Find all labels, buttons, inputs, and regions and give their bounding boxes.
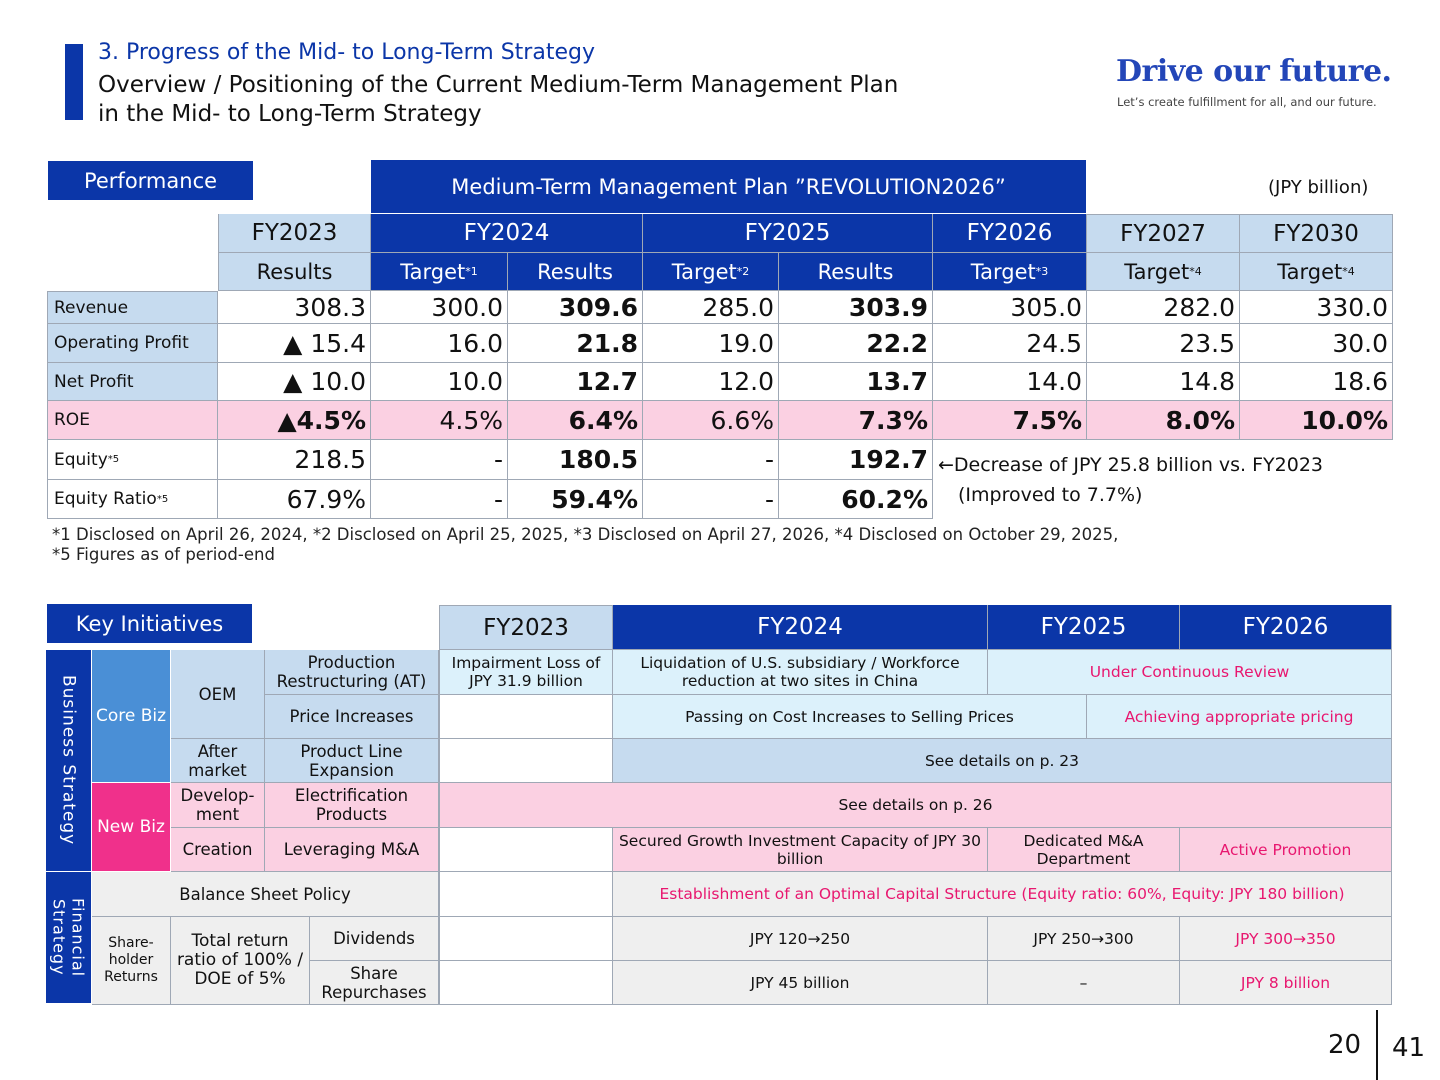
key-initiatives-label: Key Initiatives [47, 604, 252, 643]
subheader-text: Results [537, 259, 613, 284]
value-cell: 285.0 [643, 291, 779, 324]
see-p26-cell: See details on p. 26 [439, 783, 1392, 828]
empty-fy2023-price [439, 695, 613, 739]
value-cell: 308.3 [218, 291, 371, 324]
value-cell: 16.0 [371, 324, 508, 363]
dedicated-ma-cell: Dedicated M&A Department [988, 828, 1180, 872]
dividend-fy2025-cell: JPY 250→300 [988, 917, 1180, 961]
footnote-marker: *1 [465, 265, 478, 278]
new-biz-text: New Biz [97, 816, 165, 837]
value-cell: - [643, 480, 779, 519]
value-cell: 303.9 [779, 291, 933, 324]
init-year-fy2023: FY2023 [439, 605, 613, 650]
development-cell: Develop-ment [171, 783, 265, 828]
value-cell: 7.5% [933, 401, 1087, 440]
year-header-fy2030: FY2030 [1240, 214, 1393, 253]
liquidation-cell: Liquidation of U.S. subsidiary / Workforce reduction at two sites in China [613, 650, 988, 695]
value-cell: 12.7 [508, 363, 643, 401]
year-header-fy2027: FY2027 [1087, 214, 1240, 253]
share-repurchases-cell: Share Repurchases [310, 961, 439, 1005]
financial-strategy-label [46, 872, 92, 1004]
footnote-marker: *2 [736, 265, 750, 278]
active-promotion-cell: Active Promotion [1180, 828, 1392, 872]
value-cell: 309.6 [508, 291, 643, 324]
subheader-4 [779, 253, 933, 291]
value-cell: 8.0% [1087, 401, 1240, 440]
page-total: 41 [1392, 1033, 1426, 1063]
value-cell: 180.5 [508, 440, 643, 480]
balance-sheet-policy-cell: Balance Sheet Policy [92, 872, 439, 917]
core-biz-cell [92, 650, 171, 783]
value-cell: - [371, 480, 508, 519]
value-cell: 6.6% [643, 401, 779, 440]
shareholder-returns-text: Share-holder Returns [104, 935, 158, 985]
impairment-cell: Impairment Loss of JPY 31.9 billion [439, 650, 613, 695]
business-strategy-text: Business Strategy [58, 675, 79, 846]
unit-label: (JPY billion) [1268, 177, 1369, 198]
value-cell: 14.8 [1087, 363, 1240, 401]
aftermarket-cell: After market [171, 739, 265, 783]
subheader-text: Target [970, 259, 1036, 284]
row-label-text: ROE [54, 410, 90, 430]
empty-fy2023-bs [439, 872, 613, 917]
value-cell: 19.0 [643, 324, 779, 363]
creation-cell: Creation [171, 828, 265, 872]
subheader-5 [933, 253, 1087, 291]
empty-fy2023-product [439, 739, 613, 783]
equity-note: ←Decrease of JPY 25.8 billion vs. FY2023 [938, 454, 1324, 476]
passing-costs-cell: Passing on Cost Increases to Selling Prices [613, 695, 1087, 739]
secured-growth-cell: Secured Growth Investment Capacity of JPY 30 billion [613, 828, 988, 872]
subheader-text: Target [1277, 259, 1343, 284]
leveraging-ma-cell: Leveraging M&A [265, 828, 439, 872]
footnote-marker: *4 [1342, 265, 1355, 278]
value-cell: 10.0 [371, 363, 508, 401]
value-cell: 24.5 [933, 324, 1087, 363]
year-header-fy2024: FY2024 [371, 214, 643, 253]
row-label-equity [47, 440, 218, 480]
value-cell: 60.2% [779, 480, 933, 519]
subheader-text: Results [256, 259, 333, 284]
repurchase-fy2024-cell: JPY 45 billion [613, 961, 988, 1005]
product-line-expansion-cell: Product Line Expansion [265, 739, 439, 783]
init-year-fy2024: FY2024 [613, 605, 988, 650]
business-strategy-label [46, 650, 92, 872]
row-label-roe [47, 401, 218, 440]
value-cell: ▲4.5% [218, 401, 371, 440]
value-cell: 12.0 [643, 363, 779, 401]
value-cell: 21.8 [508, 324, 643, 363]
row-label-text: Equity [54, 449, 108, 470]
row-label-operating-profit [47, 324, 218, 363]
year-header-fy2025: FY2025 [643, 214, 933, 253]
subheader-text: Results [817, 259, 894, 284]
plan-banner: Medium-Term Management Plan ”REVOLUTION2026” [371, 160, 1086, 213]
under-review-cell: Under Continuous Review [988, 650, 1392, 695]
new-biz-cell [92, 783, 171, 872]
value-cell: 22.2 [779, 324, 933, 363]
electrification-products-cell: Electrification Products [265, 783, 439, 828]
dividend-fy2024-cell: JPY 120→250 [613, 917, 988, 961]
subheader-0 [218, 253, 371, 291]
init-year-fy2026: FY2026 [1180, 605, 1392, 650]
dividends-cell: Dividends [310, 917, 439, 961]
row-label-net-profit [47, 363, 218, 401]
equity-ratio-note: (Improved to 7.7%) [958, 484, 1143, 506]
subheader-6 [1087, 253, 1240, 291]
year-header-fy2026: FY2026 [933, 214, 1087, 253]
dividend-fy2026-cell: JPY 300→350 [1180, 917, 1392, 961]
repurchase-fy2026-cell: JPY 8 billion [1180, 961, 1392, 1005]
value-cell: 330.0 [1240, 291, 1393, 324]
page-divider [1376, 1010, 1378, 1080]
value-cell: - [371, 440, 508, 480]
value-cell: 7.3% [779, 401, 933, 440]
price-increases-cell: Price Increases [265, 695, 439, 739]
performance-label: Performance [48, 161, 253, 200]
empty-fy2023-ma [439, 828, 613, 872]
brand-tagline: Let’s create fulfillment for all, and our future. [1117, 95, 1377, 109]
footnote-line2: *5 Figures as of period-end [52, 545, 275, 564]
footnote-marker: *5 [107, 454, 120, 465]
section-title: 3. Progress of the Mid- to Long-Term Strategy [98, 40, 595, 65]
row-label-text: Net Profit [54, 371, 134, 392]
optimal-capital-cell: Establishment of an Optimal Capital Structure (Equity ratio: 60%, Equity: JPY 180 billion) [613, 872, 1392, 917]
value-cell: 30.0 [1240, 324, 1393, 363]
appropriate-pricing-cell: Achieving appropriate pricing [1087, 695, 1392, 739]
empty-fy2023-div [439, 917, 613, 961]
value-cell: 192.7 [779, 440, 933, 480]
value-cell: 59.4% [508, 480, 643, 519]
value-cell: 13.7 [779, 363, 933, 401]
value-cell: - [643, 440, 779, 480]
financial-strategy-text: Financial Strategy [49, 897, 88, 978]
value-cell: 282.0 [1087, 291, 1240, 324]
value-cell: ▲ 15.4 [218, 324, 371, 363]
subheader-1 [371, 253, 508, 291]
oem-cell: OEM [171, 650, 265, 739]
footnote-marker: *3 [1035, 265, 1049, 278]
subheader-text: Target [671, 259, 737, 284]
footnotes [52, 525, 1118, 565]
header-accent-bar [65, 44, 83, 120]
subheader-text: Target [1124, 259, 1190, 284]
page-title-line1: Overview / Positioning of the Current Medium-Term Management Plan [98, 72, 899, 98]
see-p23-cell: See details on p. 23 [613, 739, 1392, 783]
production-restructuring-cell: Production Restructuring (AT) [265, 650, 439, 695]
row-label-text: Equity Ratio [54, 489, 157, 509]
footnote-marker: *5 [156, 493, 169, 505]
subheader-7 [1240, 253, 1393, 291]
row-label-revenue [47, 291, 218, 324]
repurchase-fy2025-cell: – [988, 961, 1180, 1005]
value-cell: ▲ 10.0 [218, 363, 371, 401]
row-label-equity-ratio [47, 480, 218, 519]
year-header-fy2023: FY2023 [218, 214, 371, 253]
value-cell: 305.0 [933, 291, 1087, 324]
page-title-line2: in the Mid- to Long-Term Strategy [98, 101, 482, 127]
page-title [98, 71, 898, 129]
page-number: 20 [1328, 1030, 1362, 1060]
core-biz-text: Core Biz [95, 705, 167, 726]
value-cell: 6.4% [508, 401, 643, 440]
footnote-marker: *4 [1189, 265, 1202, 278]
init-year-fy2025: FY2025 [988, 605, 1180, 650]
footnote-line1: *1 Disclosed on April 26, 2024, *2 Disclosed on April 25, 2025, *3 Disclosed on April 27, 2026, *4 Disclosed on October 29, 2025, [52, 525, 1119, 544]
row-label-text: Revenue [54, 297, 129, 318]
value-cell: 218.5 [218, 440, 371, 480]
total-return-cell: Total return ratio of 100% / DOE of 5% [171, 917, 310, 1005]
subheader-text: Target [400, 259, 466, 284]
value-cell: 23.5 [1087, 324, 1240, 363]
value-cell: 300.0 [371, 291, 508, 324]
brand-logo: Drive our future. [1116, 54, 1392, 89]
shareholder-returns-cell [92, 917, 171, 1005]
value-cell: 18.6 [1240, 363, 1393, 401]
subheader-2 [508, 253, 643, 291]
subheader-3 [643, 253, 779, 291]
value-cell: 10.0% [1240, 401, 1393, 440]
empty-fy2023-rep [439, 961, 613, 1005]
value-cell: 67.9% [218, 480, 371, 519]
value-cell: 14.0 [933, 363, 1087, 401]
value-cell: 4.5% [371, 401, 508, 440]
row-label-text: Operating Profit [54, 333, 189, 353]
